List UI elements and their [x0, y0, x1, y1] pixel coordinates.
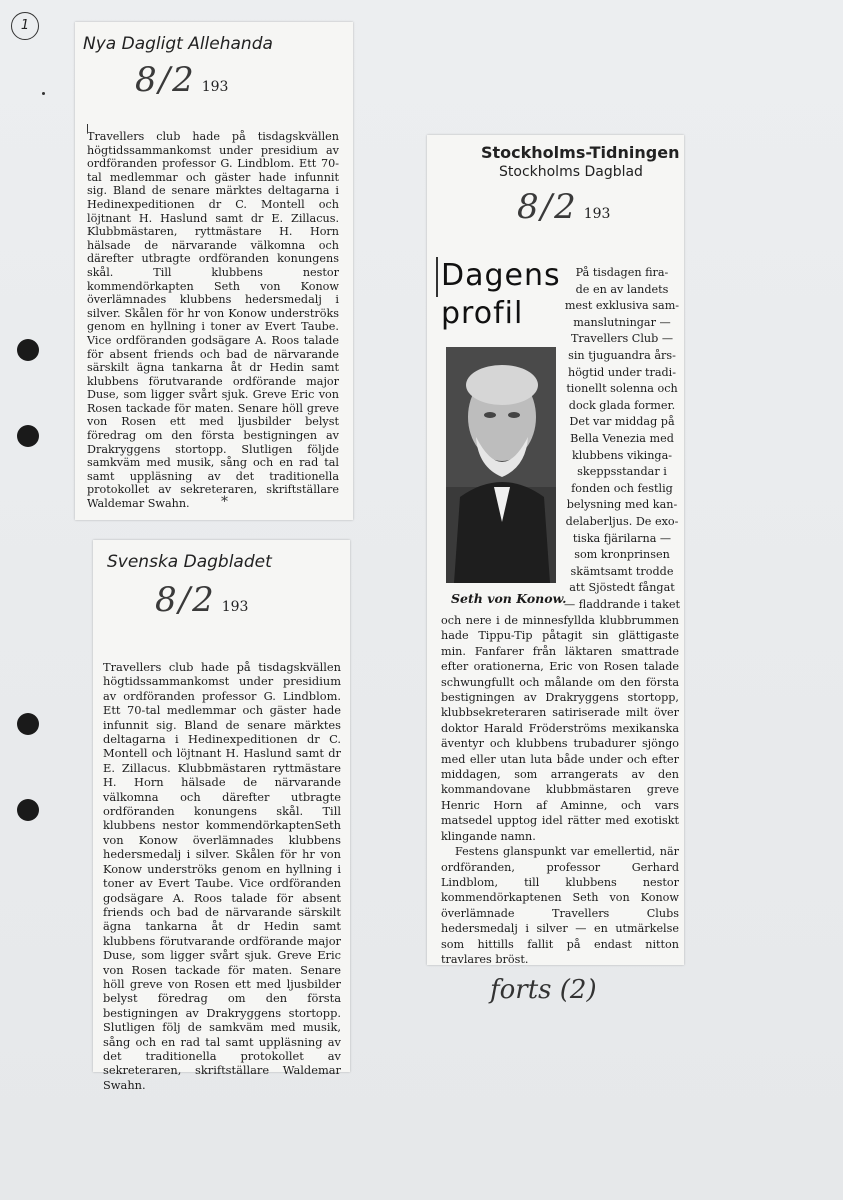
printed-year: 193 — [221, 599, 249, 615]
article-paragraph: Festens glanspunkt var emellertid, när ordföranden, professor Gerhard Lindblom, till klubbens nestor kommendörkaptenen Seth von Konow överlämnade Travellers Clubs hedersmedalj i silver — en utmärkelse som hittills fallit på endast nitton travlares bröst. — [441, 845, 679, 966]
handwritten-date: 8/2 — [135, 60, 196, 100]
clipping-date — [517, 187, 610, 227]
page-number-circle: 1 — [11, 12, 39, 40]
punch-hole — [17, 339, 39, 361]
narrow-line: — fladdrande i taket — [564, 597, 680, 611]
clipping-date — [135, 60, 228, 100]
narrow-line: att Sjöstedt fångat — [569, 581, 675, 595]
narrow-line: manslutningar — — [573, 315, 671, 329]
newspaper-subname: Stockholms Dagblad — [499, 164, 643, 180]
narrow-line: högtid under tradi- — [567, 365, 677, 379]
punch-hole — [17, 799, 39, 821]
punch-hole — [17, 713, 39, 735]
narrow-line: På tisdagen fira- — [575, 266, 669, 279]
narrow-line: tionellt solenna och — [566, 382, 678, 396]
portrait-caption: Seth von Konow. — [451, 591, 567, 606]
narrow-line: som kronprinsen — [574, 548, 670, 562]
article-text: Travellers club hade på tisdagskvällen högtidssammankomst under presidium av ordföranden professor G. Lindblom. Ett 70-tal medlemmar och gäster hade infunnit sig. Bland de senare märktes deltagarna i Hedinexpeditionen dr C. Montell och löjtnant H. Haslund samt dr E. Zillacus. Klubbmästaren, ryttmästare H. Horn hälsade de närvarande välkomna och därefter utbragte ordföranden konungens skål. Till klubbens nestor kommendörkapten Seth von Konow överlämnades klubbens hedersmedalj i silver. Skålen för hr von Konow underströks genom en hyllning i toner av Evert Taube. Vice ordföranden godsägare A. Roos talade för absent friends och bad de närvarande särskilt ägna tankarna åt dr Hedin samt klubbens förutvarande ordförande major Duse, som ligger svårt sjuk. Greve Eric von Rosen tackade för maten. Senare höll greve von Rosen ett med ljusbilder belyst föredrag om den första bestigningen av Drakryggens stortopp. Slutligen följde samkväm med musik, sång och en rad tal samt uppläsning av det traditionella protokollet av sekreteraren, skriftställare Waldemar Swahn. — [87, 130, 339, 511]
article-narrow-column — [563, 265, 681, 613]
narrow-line: belysning med kan- — [566, 498, 678, 512]
narrow-line: fonden och festlig — [571, 481, 673, 495]
clipping-stockholms-tidningen — [427, 135, 684, 965]
narrow-line: dock glada former. — [568, 398, 676, 412]
newspaper-name: Stockholms-Tidningen — [481, 143, 680, 162]
narrow-line: de en av landets — [575, 282, 669, 296]
headline-dagens: Dagens — [441, 258, 561, 293]
ink-dot — [42, 92, 45, 95]
narrow-line: skeppsstandar i — [577, 465, 667, 479]
clipping-nya-dagligt-allehanda — [75, 22, 353, 520]
clipping-date — [155, 580, 248, 620]
end-mark: * — [221, 494, 228, 510]
handwritten-date: 8/2 — [517, 187, 578, 227]
printed-year: 193 — [583, 206, 611, 222]
headline-profil: profil — [441, 296, 524, 331]
narrow-line: sin tjuguandra års- — [568, 348, 676, 362]
article-text: Travellers club hade på tisdagskvällen högtidssammankomst under presidium av ordföranden professor G. Lindblom. Ett 70-tal medlemmar och gäster hade infunnit sig. Bland de senare märktes deltagarna i Hedinexpeditionen dr C. Montell och löjtnant H. Haslund samt dr E. Zillacus. Klubbmästaren ryttmästare H. Horn hälsade de närvarande välkomna och därefter utbragte ordföranden konungens skål. Till klubbens nestor kommendörkaptenSeth von Konow överlämnades klubbens hedersmedalj i silver. Skålen för hr von Konow underströks genom en hyllning i toner av Evert Taube. Vice ordföranden godsägare A. Roos talade för absent friends och bad de närvarande särskilt ägna tankarna åt dr Hedin samt klubbens förutvarande ordförande major Duse, som ligger svårt sjuk. Greve Eric von Rosen tackade för maten. Senare höll greve von Rosen ett med ljusbilder belyst föredrag om den första bestigningen av Drakryggens stortopp. Slutligen följ de samkväm med musik, sång och en rad tal samt uppläsning av det traditionella protokollet av sekreteraren, skriftställare Waldemar Swahn. — [103, 660, 341, 1092]
headline-rule — [436, 257, 438, 297]
narrow-line: Bella Venezia med — [570, 431, 674, 445]
narrow-line: skämtsamt trodde — [570, 564, 674, 578]
portrait-photo — [446, 347, 556, 583]
narrow-line: tiska fjärilarna — — [572, 531, 672, 545]
narrow-line: Travellers Club — — [570, 332, 674, 346]
narrow-line: Det var middag på — [569, 415, 675, 429]
handwritten-date: 8/2 — [155, 580, 216, 620]
clipping-svenska-dagbladet — [93, 540, 350, 1092]
continued-handwritten-note: forts (2) — [490, 975, 597, 1005]
newspaper-name: Nya Dagligt Allehanda — [83, 34, 273, 54]
newspaper-name: Svenska Dagbladet — [107, 552, 272, 572]
article-wide-column — [441, 613, 679, 967]
punch-hole — [17, 425, 39, 447]
portrait-image — [446, 347, 556, 583]
narrow-line: mest exklusiva sam- — [564, 299, 680, 313]
printed-year: 193 — [201, 79, 229, 95]
narrow-line: klubbens vikinga- — [571, 448, 673, 462]
narrow-lines — [563, 265, 681, 613]
narrow-line: delaberljus. De exo- — [565, 514, 679, 528]
article-paragraph: och nere i de minnesfyllda klubbrummen hade Tippu-Tip påtagit sin glättigaste min. Fanfarer från läktaren smattrade efter orationerna, Eric von Rosen talade schwungfullt och målande om den första bestigningen av Drakryggens stortopp, klubbsekreteraren satiriserade milt över doktor Harald Fröderströms mexikanska äventyr och klubbens trubadurer sjöngo med eller utan luta både under och efter middagen, som arrangerats av den kommandovane klubbmästaren greve Henric Horn af Aminne, och vars matsedel upptog idel rätter med exotiskt klingande namn. — [441, 614, 679, 843]
